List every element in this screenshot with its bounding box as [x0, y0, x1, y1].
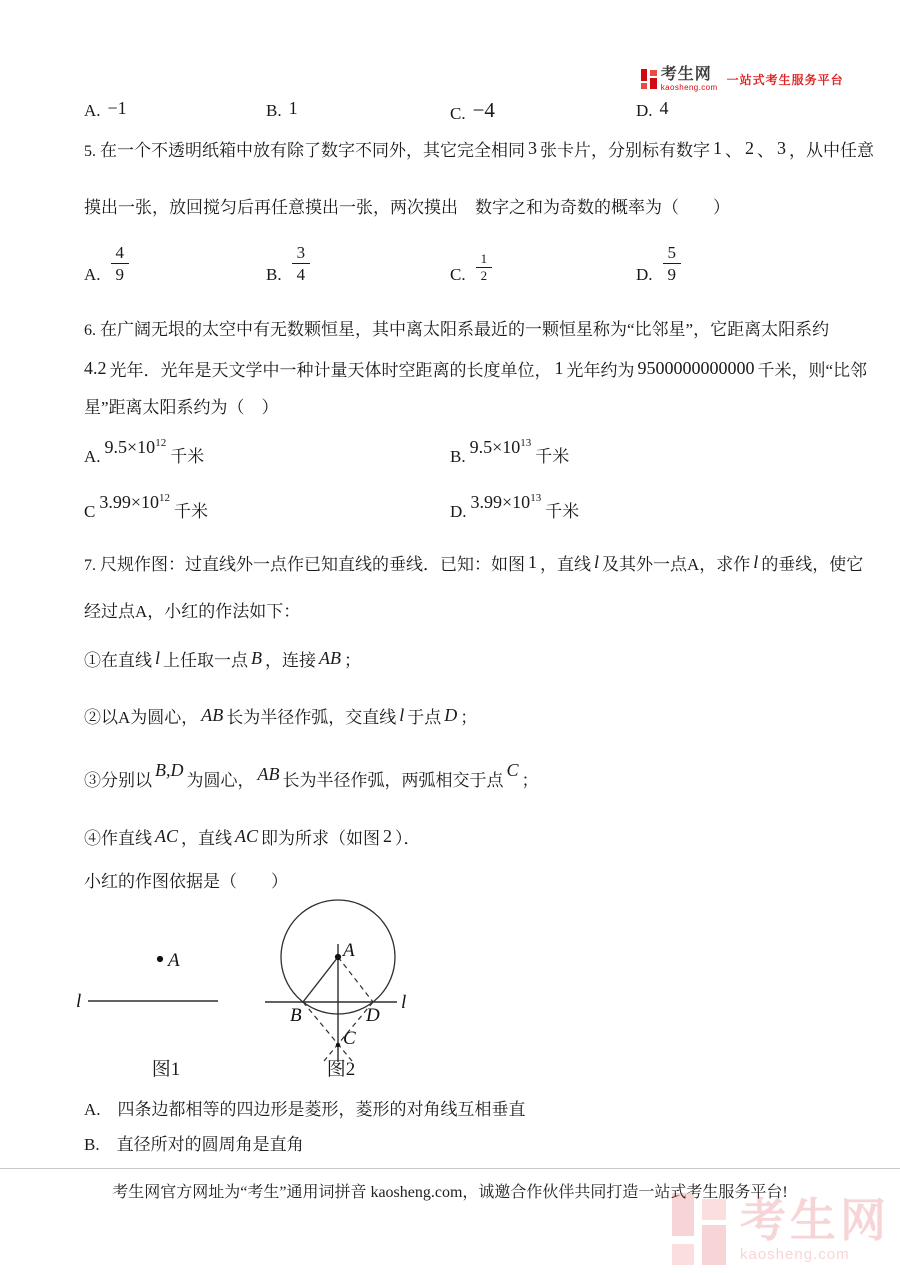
scientific-notation: [95, 492, 174, 512]
option-label: B.: [84, 1135, 100, 1154]
q7-step-2: [84, 705, 824, 730]
q5-option-b: [266, 243, 310, 284]
q6-text-line-2: [84, 358, 868, 383]
brand-domain: kaosheng.com: [660, 82, 718, 92]
text-segment: 为圆心，: [186, 771, 255, 790]
option-label: C.: [450, 265, 466, 284]
question-number: 5.: [84, 143, 96, 160]
fig2-caption: 图2: [326, 1059, 356, 1080]
fraction: [111, 243, 130, 284]
footer-text: 考生网官方网址为“考生”通用词拼音 kaosheng.com，诚邀合作伙伴共同打造一站式考生服务平台!: [112, 1184, 788, 1201]
exponent: 12: [159, 492, 170, 504]
mantissa: 9.5×10: [104, 437, 156, 457]
text-segment: 尺规作图：过直线外一点作已知直线的垂线．已知：如图: [100, 555, 525, 574]
fraction: [476, 252, 493, 284]
fig1-point-a-label: A: [168, 950, 180, 971]
q6-options-row-1: [84, 437, 864, 476]
kaosheng-logo-icon: [641, 69, 657, 90]
math-segment: AB: [257, 764, 280, 784]
option-value: 1: [288, 98, 298, 118]
option-label: A.: [84, 447, 101, 466]
watermark-name: 考生网: [740, 1193, 890, 1246]
q6-option-d: [450, 492, 580, 522]
brand-name: 考生网: [660, 65, 712, 83]
text-segment: 光年约为: [566, 361, 635, 380]
option-label: D.: [636, 265, 653, 284]
text-segment: 张卡片，分别标有数字: [540, 141, 710, 160]
scientific-notation: [467, 492, 546, 512]
text-segment: 、: [757, 141, 774, 160]
q6-option-b: [450, 437, 570, 467]
fraction-denominator: 4: [296, 264, 306, 284]
scientific-notation: [466, 437, 536, 457]
math-segment: D: [444, 705, 458, 725]
math-segment: l: [594, 552, 600, 572]
text-segment: 于点: [407, 708, 442, 727]
fig2-point-c-label: C: [343, 1028, 356, 1049]
text-segment: ；: [521, 771, 539, 790]
q6-option-a: [84, 437, 205, 467]
text-segment: ④作直线: [84, 829, 152, 848]
option-label: C.: [450, 104, 466, 123]
math-segment: 3: [777, 138, 786, 158]
q7-option-a: [84, 1098, 824, 1122]
math-segment: 1: [554, 358, 564, 378]
kaosheng-watermark: [672, 1193, 890, 1265]
math-segment: B: [251, 648, 263, 668]
fraction: [292, 243, 311, 284]
q7-step-4: [84, 826, 824, 851]
text-segment: ；: [344, 651, 362, 670]
fraction-denominator: 9: [667, 264, 677, 284]
fig2-point-d-label: D: [366, 1005, 380, 1026]
fig1-line-l-label: l: [76, 991, 82, 1012]
math-segment: l: [753, 552, 759, 572]
math-segment: 4.2: [84, 358, 107, 378]
fraction-denominator: 2: [480, 268, 488, 284]
q5-options-row: [84, 236, 864, 284]
text-segment: 千米，则“比邻: [757, 361, 868, 380]
exponent: 13: [530, 492, 542, 504]
text-segment: ，直线: [540, 555, 591, 574]
q4-options-row: [84, 100, 864, 128]
option-label: D.: [450, 502, 467, 521]
option-label: A.: [84, 101, 101, 120]
text-segment: ；: [460, 708, 478, 727]
q7-step-3: [84, 760, 824, 793]
text-segment: ，连接: [265, 651, 317, 670]
option-label: B.: [266, 265, 282, 284]
unit-label: 千米: [170, 447, 205, 466]
text-segment: ，直线: [181, 829, 233, 848]
exponent: 12: [155, 437, 167, 449]
construction-figure: [60, 888, 470, 1072]
q7-text-line-2: 经过点A，小红的作法如下：: [84, 602, 301, 621]
option-value: 4: [659, 98, 669, 118]
text-segment: 长为半径作弧，交直线: [226, 708, 397, 727]
option-label: A.: [84, 265, 101, 284]
q4-option-b: [266, 100, 301, 121]
text-segment: 在广阔无垠的太空中有无数颗恒星，其中离太阳系最近的一颗恒星称为“比邻星”，它距离太阳系约: [100, 320, 830, 339]
math-segment: l: [155, 648, 161, 668]
q4-option-d: [636, 100, 672, 121]
fraction-denominator: 9: [115, 264, 125, 284]
math-segment: 1: [528, 552, 537, 572]
fig2-line-l-label: l: [401, 992, 407, 1013]
kaosheng-logo: [641, 62, 844, 96]
brand-text-block: [661, 67, 718, 92]
fig2-point-a-dot: [335, 954, 341, 960]
q6-options-row-2: [84, 492, 864, 531]
q5-option-a: [84, 243, 129, 284]
q7-basis-line: 小红的作图依据是（ ）: [84, 872, 288, 891]
fig2-point-c-dot: [336, 1043, 340, 1047]
fig2-segment-ab: [303, 957, 338, 1002]
option-label: D.: [636, 101, 653, 120]
text-segment: 光年．光年是天文学中一种计量天体时空距离的长度单位，: [109, 361, 552, 380]
math-segment: 2: [745, 138, 754, 158]
math-segment: 3: [528, 138, 537, 158]
q6-text-line-1: [84, 318, 830, 343]
brand-tagline: 一站式考生服务平台: [726, 72, 844, 87]
text-segment: 长为半径作弧，两弧相交于点: [282, 771, 504, 790]
q5-option-d: [636, 243, 681, 284]
option-label: B.: [266, 101, 282, 120]
q5-text-line-1: [84, 138, 874, 164]
math-segment: AC: [155, 826, 179, 846]
question-number: 7.: [84, 557, 96, 574]
math-segment: 2: [383, 826, 393, 846]
watermark-text-block: [740, 1193, 890, 1263]
mantissa: 3.99×10: [99, 492, 159, 512]
math-segment: B,D: [155, 760, 184, 780]
q7-text-line-1: [84, 552, 864, 578]
math-segment: 9500000000000: [637, 358, 755, 378]
kaosheng-logo-icon: [672, 1193, 726, 1265]
footer-divider: [0, 1168, 900, 1169]
text-segment: 在一个不透明纸箱中放有除了数字不同外，其它完全相同: [100, 141, 525, 160]
unit-label: 千米: [545, 502, 580, 521]
q5-option-c: [450, 252, 492, 284]
option-value: −4: [472, 98, 495, 122]
fig1-point-a-dot: [157, 956, 163, 962]
scientific-notation: [101, 437, 171, 457]
math-segment: l: [399, 705, 405, 725]
q6-text-line-3: 星”距离太阳系约为（ ）: [84, 398, 279, 417]
unit-label: 千米: [174, 502, 208, 521]
math-segment: AB: [201, 705, 224, 725]
fraction: [663, 243, 682, 284]
text-segment: 即为所求（如图: [261, 829, 381, 848]
question-number: 6.: [84, 322, 96, 339]
unit-label: 千米: [535, 447, 570, 466]
q6-option-c: [84, 492, 208, 522]
option-label: A.: [84, 1100, 101, 1119]
text-segment: ）．: [395, 829, 421, 848]
fig2-point-b-label: B: [290, 1005, 302, 1026]
fraction-numerator: 5: [663, 243, 682, 264]
math-segment: C: [506, 760, 519, 780]
option-value: −1: [107, 98, 127, 118]
text-segment: ②以A为圆心，: [84, 708, 199, 727]
fraction-numerator: 4: [111, 243, 130, 264]
exponent: 13: [520, 437, 532, 449]
fraction-numerator: 1: [476, 252, 493, 269]
text-segment: 的垂线，使它: [761, 555, 864, 574]
text-segment: ①在直线: [84, 651, 152, 670]
mantissa: 3.99×10: [470, 492, 531, 512]
fig2-segment-ad-dashed: [338, 957, 373, 1002]
text-segment: ，从中任意: [789, 141, 874, 160]
math-segment: AB: [319, 648, 342, 668]
fig2-point-a-label: A: [343, 940, 355, 961]
q4-option-a: [84, 100, 130, 121]
q7-step-1: [84, 648, 824, 673]
option-label: B.: [450, 447, 466, 466]
math-segment: AC: [235, 826, 259, 846]
q7-option-b: [84, 1133, 824, 1157]
option-text: 四条边都相等的四边形是菱形，菱形的对角线互相垂直: [117, 1100, 526, 1119]
watermark-domain: kaosheng.com: [740, 1245, 850, 1263]
q4-option-c: [450, 100, 498, 125]
mantissa: 9.5×10: [469, 437, 521, 457]
option-label: C: [84, 502, 96, 521]
text-segment: ③分别以: [84, 771, 152, 790]
option-text: 直径所对的圆周角是直角: [116, 1135, 304, 1154]
fraction-numerator: 3: [292, 243, 311, 264]
math-segment: 1: [713, 138, 722, 158]
text-segment: 及其外一点A，求作: [602, 555, 751, 574]
q5-text-line-2: 摸出一张，放回搅匀后再任意摸出一张，两次摸出 数字之和为奇数的概率为（ ）: [84, 198, 730, 217]
text-segment: 、: [725, 141, 742, 160]
fig1-caption: 图1: [151, 1059, 181, 1080]
text-segment: 上任取一点: [163, 651, 249, 670]
